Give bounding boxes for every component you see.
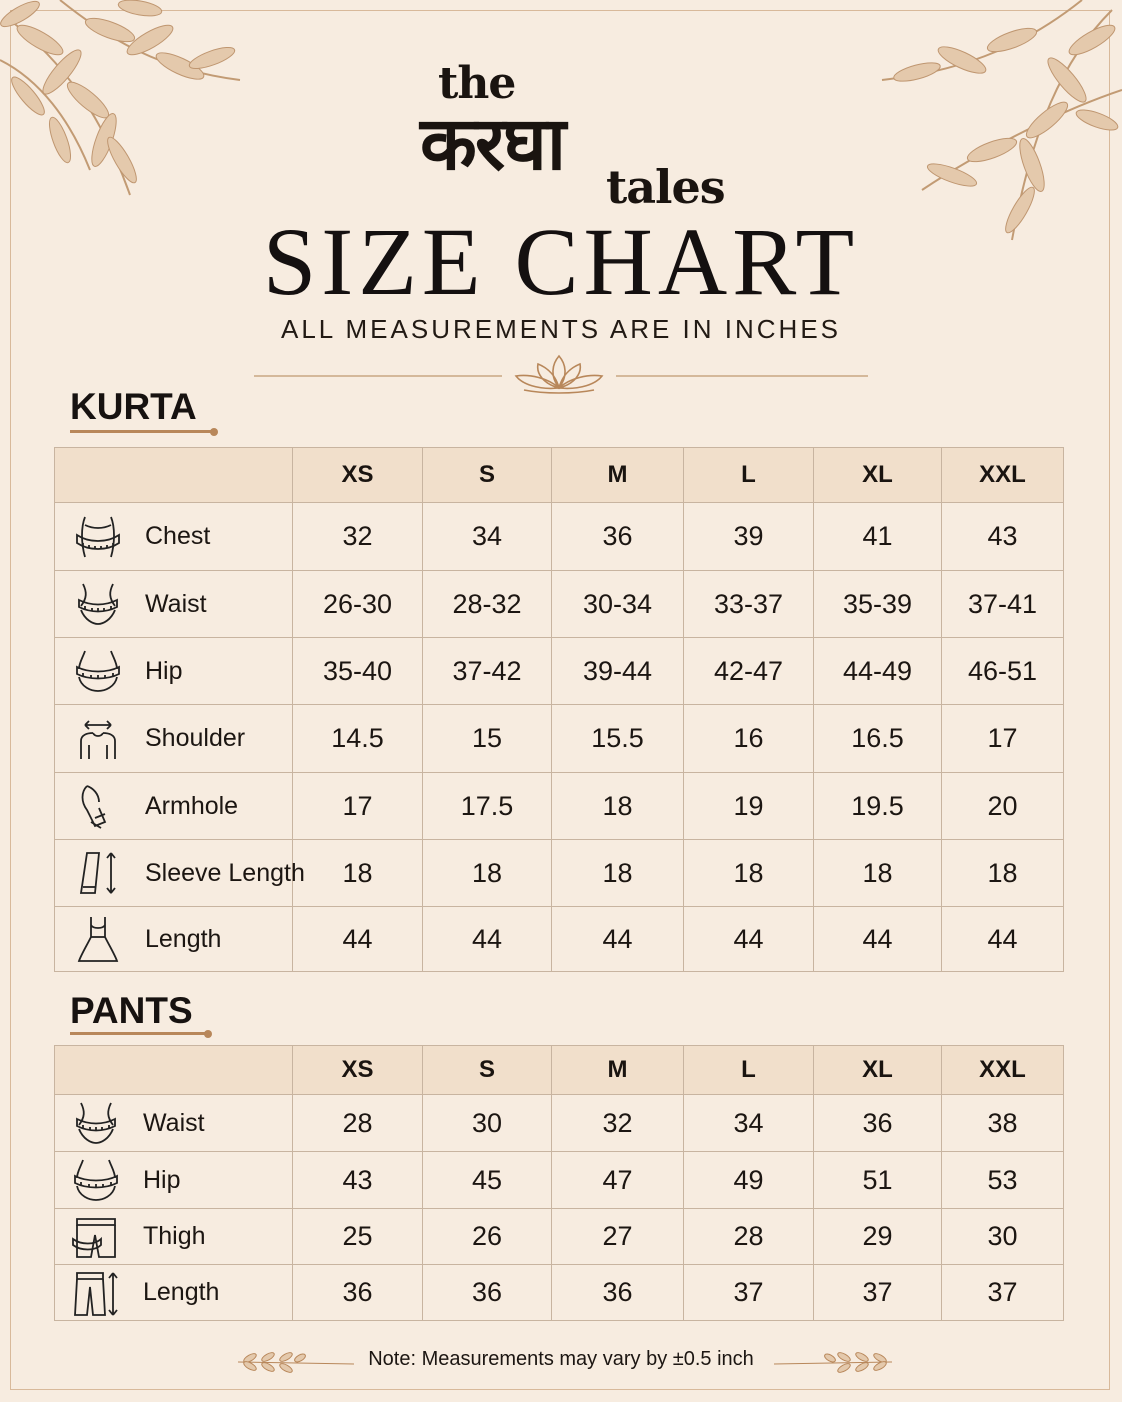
header-label-cell <box>55 1046 293 1095</box>
header-size-l: L <box>684 448 814 503</box>
row-label: Shoulder <box>145 724 246 752</box>
shoulder-measure-icon <box>73 715 123 763</box>
header-size-m: M <box>552 1046 684 1095</box>
brand-logo <box>0 30 1122 214</box>
value-cell: 25 <box>293 1209 423 1265</box>
table-row <box>55 503 1064 571</box>
table-row <box>55 1095 1064 1152</box>
value-cell: 47 <box>552 1152 684 1209</box>
brand-logo-top: the <box>438 58 516 109</box>
value-cell: 36 <box>552 1265 684 1321</box>
header-size-xs: XS <box>293 1046 423 1095</box>
value-cell: 36 <box>552 503 684 571</box>
value-cell: 17 <box>293 773 423 840</box>
value-cell: 53 <box>942 1152 1064 1209</box>
value-cell: 18 <box>552 840 684 907</box>
header-size-xl: XL <box>814 448 942 503</box>
table-row <box>55 1152 1064 1209</box>
table-header-row <box>55 448 1064 503</box>
row-label: Length <box>143 1278 220 1306</box>
value-cell: 28 <box>684 1209 814 1265</box>
row-label: Sleeve Length <box>145 858 305 887</box>
value-cell: 44 <box>552 907 684 972</box>
row-label: Waist <box>145 589 207 618</box>
table-header-row <box>55 1046 1064 1095</box>
value-cell: 35-40 <box>293 638 423 705</box>
value-cell: 30-34 <box>552 571 684 638</box>
lotus-icon <box>516 356 602 393</box>
value-cell: 34 <box>684 1095 814 1152</box>
value-cell: 44 <box>423 907 552 972</box>
header-size-l: L <box>684 1046 814 1095</box>
value-cell: 26 <box>423 1209 552 1265</box>
value-cell: 15.5 <box>552 705 684 773</box>
chest-measure-icon <box>73 513 123 561</box>
hip-measure-icon <box>71 1156 121 1204</box>
table-row <box>55 907 1064 972</box>
value-cell: 30 <box>423 1095 552 1152</box>
pants-heading: PANTS <box>70 990 193 1031</box>
table-row <box>55 638 1064 705</box>
row-label: Waist <box>143 1108 205 1137</box>
value-cell: 19 <box>684 773 814 840</box>
header-size-s: S <box>423 448 552 503</box>
row-label: Chest <box>145 522 211 550</box>
value-cell: 44 <box>684 907 814 972</box>
header-size-xxl: XXL <box>942 1046 1064 1095</box>
value-cell: 28-32 <box>423 571 552 638</box>
header-label-cell <box>55 448 293 503</box>
brand-logo-bottom: tales <box>606 160 725 214</box>
value-cell: 42-47 <box>684 638 814 705</box>
row-label: Hip <box>145 656 183 685</box>
row-label: Armhole <box>145 791 239 820</box>
value-cell: 36 <box>814 1095 942 1152</box>
armhole-measure-icon <box>73 782 123 830</box>
pants-heading-underline <box>70 1032 208 1035</box>
kurta-size-table <box>54 447 1064 972</box>
value-cell: 44-49 <box>814 638 942 705</box>
value-cell: 30 <box>942 1209 1064 1265</box>
value-cell: 41 <box>814 503 942 571</box>
dress-length-icon <box>73 915 123 963</box>
header-size-xs: XS <box>293 448 423 503</box>
lotus-divider <box>254 354 868 398</box>
value-cell: 20 <box>942 773 1064 840</box>
value-cell: 37-41 <box>942 571 1064 638</box>
value-cell: 18 <box>942 840 1064 907</box>
value-cell: 37 <box>684 1265 814 1321</box>
row-label: Thigh <box>143 1222 206 1250</box>
value-cell: 19.5 <box>814 773 942 840</box>
value-cell: 37-42 <box>423 638 552 705</box>
value-cell: 36 <box>423 1265 552 1321</box>
value-cell: 39-44 <box>552 638 684 705</box>
table-row <box>55 705 1064 773</box>
header-size-s: S <box>423 1046 552 1095</box>
page-subtitle: ALL MEASUREMENTS ARE IN INCHES <box>280 314 842 344</box>
value-cell: 43 <box>293 1152 423 1209</box>
pants-length-icon <box>71 1269 121 1317</box>
measurement-note: Note: Measurements may vary by ±0.5 inch <box>368 1348 754 1370</box>
value-cell: 44 <box>814 907 942 972</box>
value-cell: 17.5 <box>423 773 552 840</box>
value-cell: 18 <box>814 840 942 907</box>
value-cell: 17 <box>942 705 1064 773</box>
value-cell: 34 <box>423 503 552 571</box>
value-cell: 32 <box>293 503 423 571</box>
waist-measure-icon <box>73 580 123 628</box>
value-cell: 33-37 <box>684 571 814 638</box>
header-size-xxl: XXL <box>942 448 1064 503</box>
value-cell: 16.5 <box>814 705 942 773</box>
sleeve-length-icon <box>73 849 123 897</box>
value-cell: 18 <box>293 840 423 907</box>
value-cell: 46-51 <box>942 638 1064 705</box>
value-cell: 37 <box>814 1265 942 1321</box>
value-cell: 43 <box>942 503 1064 571</box>
value-cell: 16 <box>684 705 814 773</box>
value-cell: 37 <box>942 1265 1064 1321</box>
value-cell: 32 <box>552 1095 684 1152</box>
value-cell: 18 <box>423 840 552 907</box>
hip-measure-icon <box>73 647 123 695</box>
table-row <box>55 773 1064 840</box>
value-cell: 44 <box>293 907 423 972</box>
value-cell: 44 <box>942 907 1064 972</box>
value-cell: 39 <box>684 503 814 571</box>
value-cell: 49 <box>684 1152 814 1209</box>
value-cell: 15 <box>423 705 552 773</box>
value-cell: 38 <box>942 1095 1064 1152</box>
row-label: Length <box>145 924 222 953</box>
value-cell: 51 <box>814 1152 942 1209</box>
value-cell: 29 <box>814 1209 942 1265</box>
waist-measure-icon <box>71 1099 121 1147</box>
table-row <box>55 1209 1064 1265</box>
value-cell: 26-30 <box>293 571 423 638</box>
brand-logo-middle: करघा <box>420 101 564 187</box>
thigh-measure-icon <box>71 1213 121 1261</box>
value-cell: 35-39 <box>814 571 942 638</box>
value-cell: 27 <box>552 1209 684 1265</box>
footer-note <box>0 1340 1122 1380</box>
header-size-xl: XL <box>814 1046 942 1095</box>
value-cell: 14.5 <box>293 705 423 773</box>
value-cell: 28 <box>293 1095 423 1152</box>
page-title: SIZE CHART <box>262 208 860 315</box>
table-row <box>55 840 1064 907</box>
kurta-heading: KURTA <box>70 386 197 427</box>
value-cell: 18 <box>684 840 814 907</box>
header-size-m: M <box>552 448 684 503</box>
table-row <box>55 571 1064 638</box>
value-cell: 18 <box>552 773 684 840</box>
value-cell: 45 <box>423 1152 552 1209</box>
value-cell: 36 <box>293 1265 423 1321</box>
pants-size-table <box>54 1045 1064 1321</box>
row-label: Hip <box>143 1165 181 1194</box>
kurta-heading-underline <box>70 430 214 433</box>
table-row <box>55 1265 1064 1321</box>
sprig-icon-right <box>770 1346 894 1374</box>
